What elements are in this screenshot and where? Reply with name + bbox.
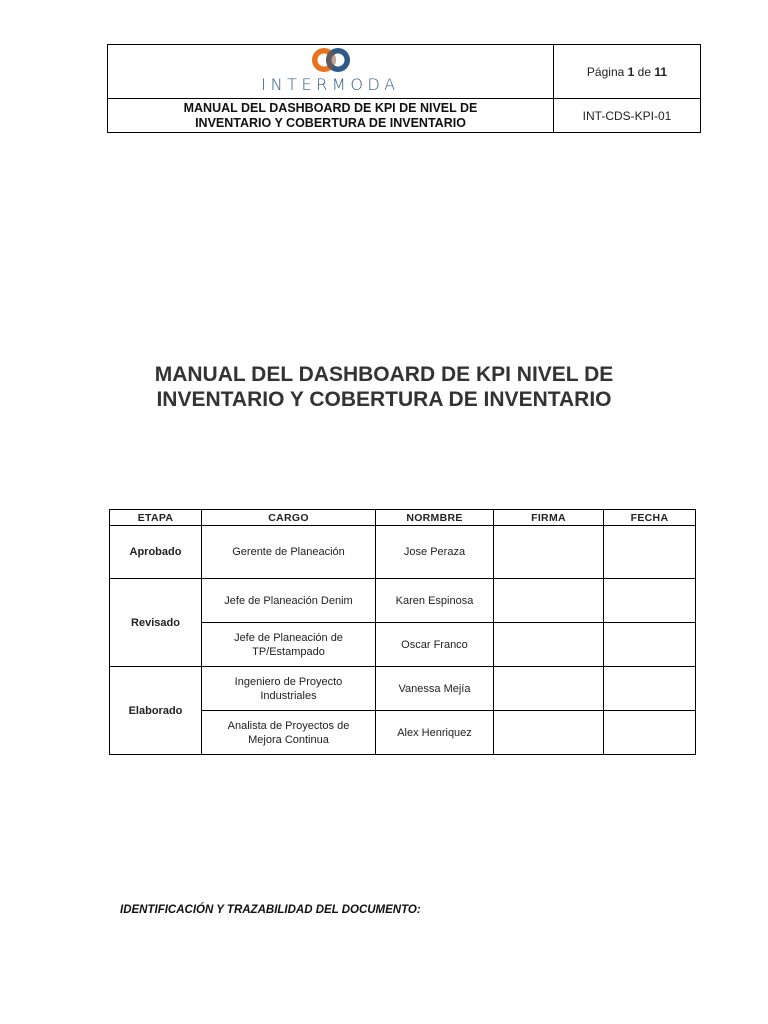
header-title-line1: MANUAL DEL DASHBOARD DE KPI DE NIVEL DE — [183, 100, 478, 115]
firma-cell — [494, 526, 604, 579]
col-header-firma: FIRMA — [494, 510, 604, 526]
fecha-cell — [604, 579, 696, 623]
fecha-cell — [604, 711, 696, 755]
document-header — [107, 44, 701, 133]
col-header-etapa: ETAPA — [110, 510, 202, 526]
nombre-cell: Jose Peraza — [376, 526, 494, 579]
page-title-line2: INVENTARIO Y COBERTURA DE INVENTARIO — [156, 388, 612, 411]
cargo-cell — [202, 711, 376, 755]
etapa-cell: Aprobado — [110, 526, 202, 579]
nombre-cell: Alex Henriquez — [376, 711, 494, 755]
page-title — [80, 362, 688, 412]
cargo-cell: Gerente de Planeación — [202, 526, 376, 579]
cargo-cell — [202, 667, 376, 711]
cargo-line: TP/Estampado — [252, 645, 325, 658]
etapa-cell: Revisado — [110, 579, 202, 667]
nombre-cell: Karen Espinosa — [376, 579, 494, 623]
section-heading: IDENTIFICACIÓN Y TRAZABILIDAD DEL DOCUMENTO: — [120, 904, 421, 916]
cargo-line: Industriales — [260, 689, 317, 702]
logo-cell — [108, 45, 554, 99]
firma-cell — [494, 623, 604, 667]
col-header-cargo: CARGO — [202, 510, 376, 526]
logo-mark-icon — [311, 46, 351, 74]
col-header-fecha: FECHA — [604, 510, 696, 526]
page-current: 1 — [627, 64, 635, 79]
col-header-nombre: NORMBRE — [376, 510, 494, 526]
nombre-cell: Oscar Franco — [376, 623, 494, 667]
intermoda-logo — [231, 45, 431, 93]
page-title-line1: MANUAL DEL DASHBOARD DE KPI NIVEL DE — [154, 363, 614, 386]
table-row — [110, 526, 696, 579]
etapa-cell: Elaborado — [110, 667, 202, 755]
firma-cell — [494, 667, 604, 711]
nombre-cell: Vanessa Mejía — [376, 667, 494, 711]
cargo-line: Analista de Proyectos de — [227, 719, 350, 732]
header-title — [108, 101, 553, 131]
page-prefix: Página — [586, 64, 625, 79]
page-number-cell — [554, 45, 701, 99]
page-total: 11 — [654, 64, 668, 79]
header-title-line2: INVENTARIO Y COBERTURA DE INVENTARIO — [195, 115, 466, 130]
cargo-line: Ingeniero de Proyecto — [234, 675, 343, 688]
doc-code: INT-CDS-KPI-01 — [554, 99, 701, 133]
cargo-cell — [202, 623, 376, 667]
page-sep: de — [637, 64, 652, 79]
table-row — [110, 667, 696, 711]
header-title-cell — [108, 99, 554, 133]
table-header-row — [110, 510, 696, 526]
cargo-cell: Jefe de Planeación Denim — [202, 579, 376, 623]
firma-cell — [494, 579, 604, 623]
fecha-cell — [604, 667, 696, 711]
firma-cell — [494, 711, 604, 755]
cargo-line: Mejora Continua — [248, 733, 329, 746]
table-row — [110, 579, 696, 623]
fecha-cell — [604, 526, 696, 579]
logo-wordmark: INTERMODA — [261, 75, 400, 94]
fecha-cell — [604, 623, 696, 667]
approval-table — [109, 509, 696, 755]
cargo-line: Jefe de Planeación de — [234, 631, 343, 644]
